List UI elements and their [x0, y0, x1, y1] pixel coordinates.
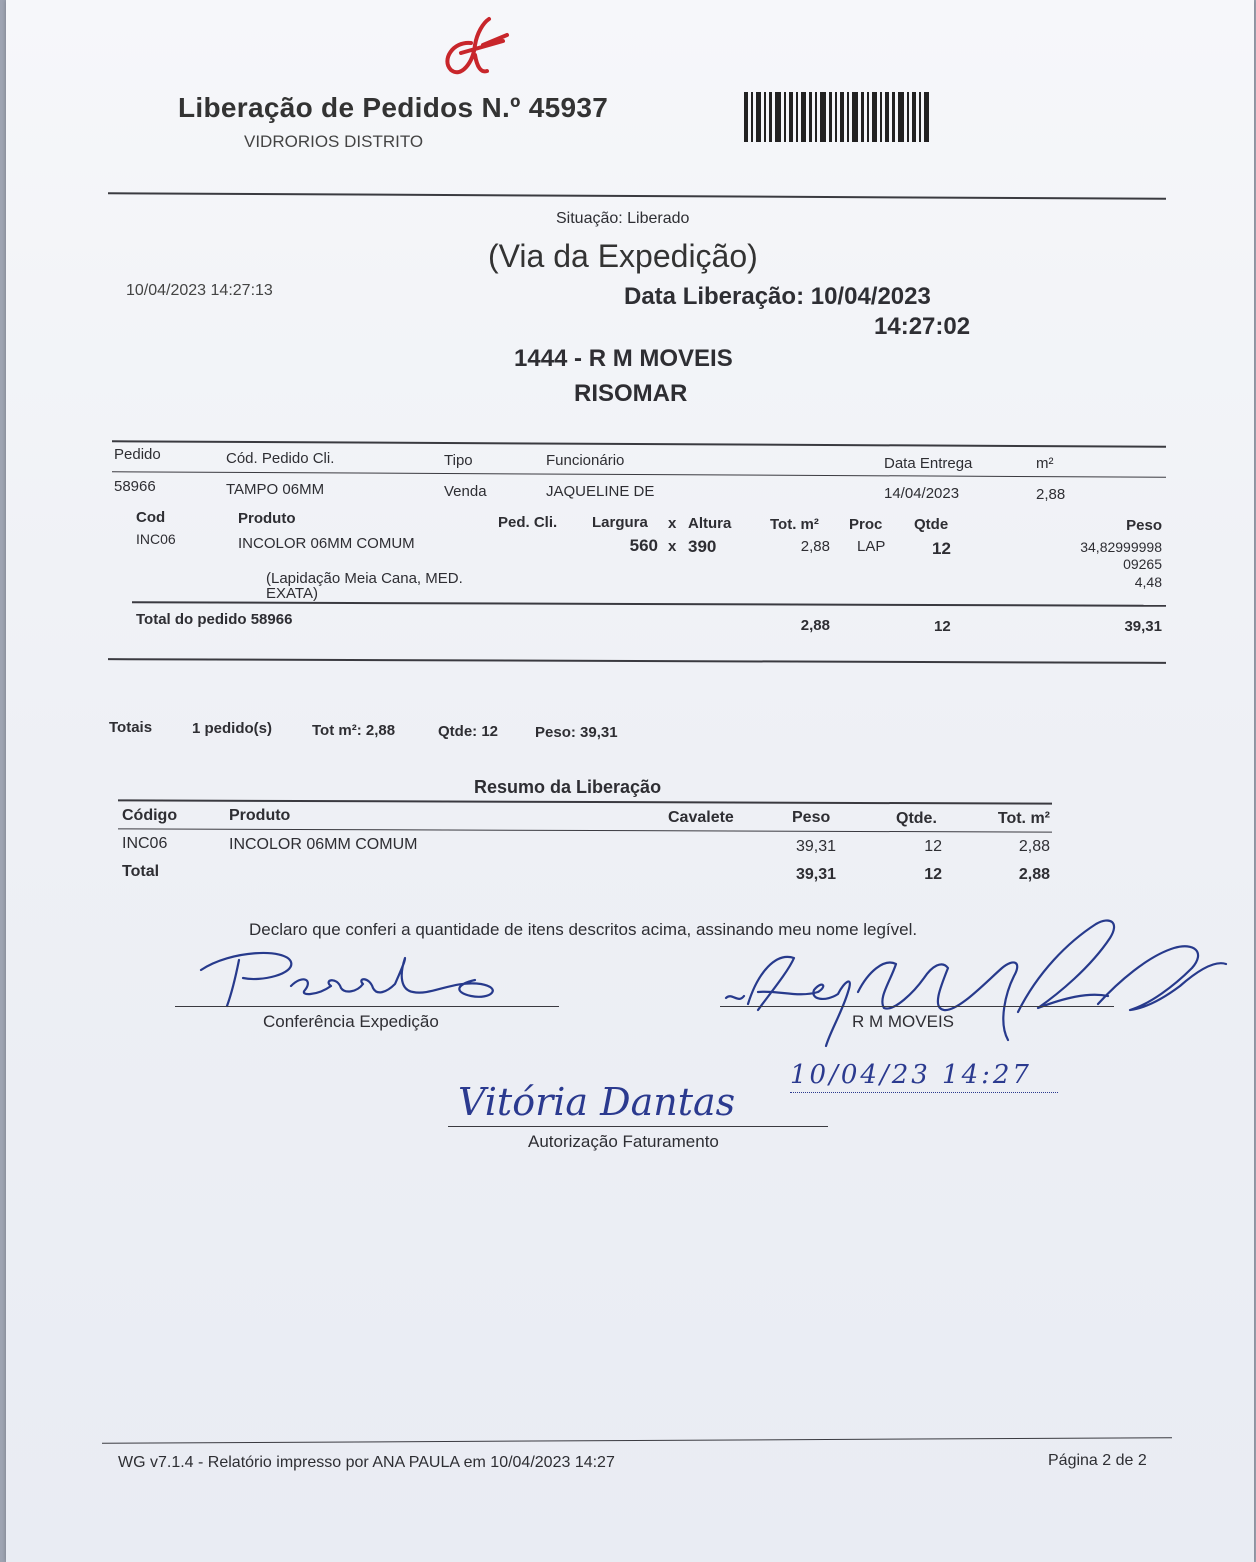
item-header-produto: Produto [238, 510, 296, 527]
order-m2: 2,88 [1036, 486, 1066, 503]
item-note-line1: (Lapidação Meia Cana, MED. [266, 570, 463, 587]
totals-label: Totais [109, 719, 153, 736]
summary-header-qtde: Qtde. [896, 810, 937, 827]
order-number: 58966 [114, 478, 156, 495]
signature-label-autorizacao: Autorização Faturamento [528, 1132, 719, 1151]
order-total-qtde: 12 [934, 618, 951, 635]
summary-header-cavalete: Cavalete [668, 809, 734, 826]
item-weight-line1: 34,82999998 [1080, 539, 1162, 555]
footer-printed-by: WG v7.1.4 - Relatório impresso por ANA PAULA em 10/04/2023 14:27 [118, 1454, 615, 1471]
signature-label-cliente: R M MOVEIS [852, 1012, 955, 1031]
order-employee: JAQUELINE DE [546, 483, 655, 500]
situation-text: Situação: Liberado [556, 210, 690, 227]
handwritten-date: 10/04/23 14:27 [790, 1060, 1032, 1090]
signature-line-cliente [720, 1006, 1114, 1007]
col-header-cod-pedido-cli: Cód. Pedido Cli. [226, 450, 335, 467]
summary-total-qtde: 12 [924, 866, 942, 883]
col-header-data-entrega: Data Entrega [884, 455, 973, 472]
signature-label-conferencia: Conferência Expedição [263, 1012, 439, 1031]
summary-header-codigo: Código [122, 807, 178, 824]
signature-conferencia [191, 940, 521, 1015]
summary-row-product: INCOLOR 06MM COMUM [229, 836, 418, 853]
item-weight-line2: 09265 [1123, 556, 1162, 572]
item-weight-line3: 4,48 [1134, 574, 1162, 590]
copy-type: (Via da Expedição) [488, 238, 758, 274]
col-header-funcionario: Funcionário [546, 452, 625, 469]
summary-row-code: INC06 [122, 835, 168, 852]
summary-row-weight: 39,31 [795, 838, 836, 855]
summary-total-tot-m2: 2,88 [1018, 866, 1050, 883]
item-product: INCOLOR 06MM COMUM [238, 535, 415, 552]
signature-line-conferencia [175, 1006, 559, 1007]
release-time: 14:27:02 [874, 313, 971, 340]
order-type: Venda [444, 483, 487, 500]
item-code: INC06 [136, 531, 176, 547]
order-delivery-date: 14/04/2023 [884, 485, 960, 502]
document-title: Liberação de Pedidos N.º 45937 [178, 92, 609, 123]
item-header-proc: Proc [849, 516, 883, 533]
item-header-largura: Largura [592, 514, 648, 531]
order-total-line [132, 601, 1166, 607]
client-name: RISOMAR [574, 380, 688, 407]
order-total-m2: 2,88 [800, 617, 830, 634]
summary-header-line [118, 828, 1052, 832]
order-table-bottom-line [108, 658, 1166, 664]
item-header-ped-cli: Ped. Cli. [498, 514, 558, 531]
summary-total-label: Total [122, 863, 160, 880]
order-header-line [112, 471, 1166, 478]
item-header-peso: Peso [1126, 517, 1162, 534]
item-tot-m2: 2,88 [800, 538, 830, 555]
totals-weight: Peso: 39,31 [535, 724, 618, 741]
summary-row-tot-m2: 2,88 [1018, 838, 1050, 855]
header-divider [108, 192, 1166, 200]
item-height: 390 [688, 537, 717, 556]
item-header-qtde: Qtde [914, 516, 949, 533]
signature-autorizacao-name: Vitória Dantas [458, 1080, 736, 1124]
order-table-top-line [112, 440, 1166, 448]
totals-orders: 1 pedido(s) [192, 720, 273, 737]
summary-header-produto: Produto [229, 807, 291, 824]
release-date: Data Liberação: 10/04/2023 [624, 283, 931, 310]
col-header-pedido: Pedido [114, 446, 161, 463]
item-note-line2: EXATA) [266, 585, 318, 602]
summary-top-line [118, 799, 1052, 804]
item-width: 560 [629, 536, 658, 555]
order-client-code: TAMPO 06MM [226, 481, 325, 498]
handwritten-date-underline [790, 1092, 1058, 1093]
signature-line-autorizacao [448, 1126, 828, 1127]
document-page [6, 0, 1254, 1562]
item-x: x [668, 538, 677, 555]
company-name: VIDRORIOS DISTRITO [244, 132, 424, 151]
item-header-cod: Cod [136, 509, 166, 526]
order-total-label: Total do pedido 58966 [136, 611, 293, 628]
barcode [744, 92, 930, 142]
col-header-tipo: Tipo [444, 452, 473, 469]
summary-header-tot-m2: Tot. m² [997, 810, 1050, 827]
item-qtde: 12 [932, 539, 951, 558]
footer-line [102, 1437, 1172, 1444]
totals-qtde: Qtde: 12 [438, 723, 499, 740]
item-header-tot-m2: Tot. m² [770, 516, 819, 533]
col-header-m2: m² [1036, 455, 1054, 472]
summary-row-qtde: 12 [924, 838, 942, 855]
signature-cliente [718, 912, 1238, 1057]
red-initial-mark [431, 15, 521, 80]
summary-title: Resumo da Liberação [474, 777, 662, 797]
item-proc: LAP [857, 538, 886, 555]
summary-total-weight: 39,31 [795, 866, 836, 883]
item-header-altura: Altura [688, 515, 732, 532]
printed-timestamp: 10/04/2023 14:27:13 [126, 282, 273, 299]
item-header-x: x [668, 515, 677, 532]
totals-m2: Tot m²: 2,88 [312, 722, 396, 739]
order-total-weight: 39,31 [1124, 618, 1162, 635]
declaration-text: Declaro que conferi a quantidade de itens descritos acima, assinando meu nome legível. [249, 920, 918, 939]
client-line: 1444 - R M MOVEIS [514, 345, 733, 372]
summary-header-peso: Peso [792, 809, 831, 826]
footer-page-number: Página 2 de 2 [1048, 1452, 1147, 1469]
